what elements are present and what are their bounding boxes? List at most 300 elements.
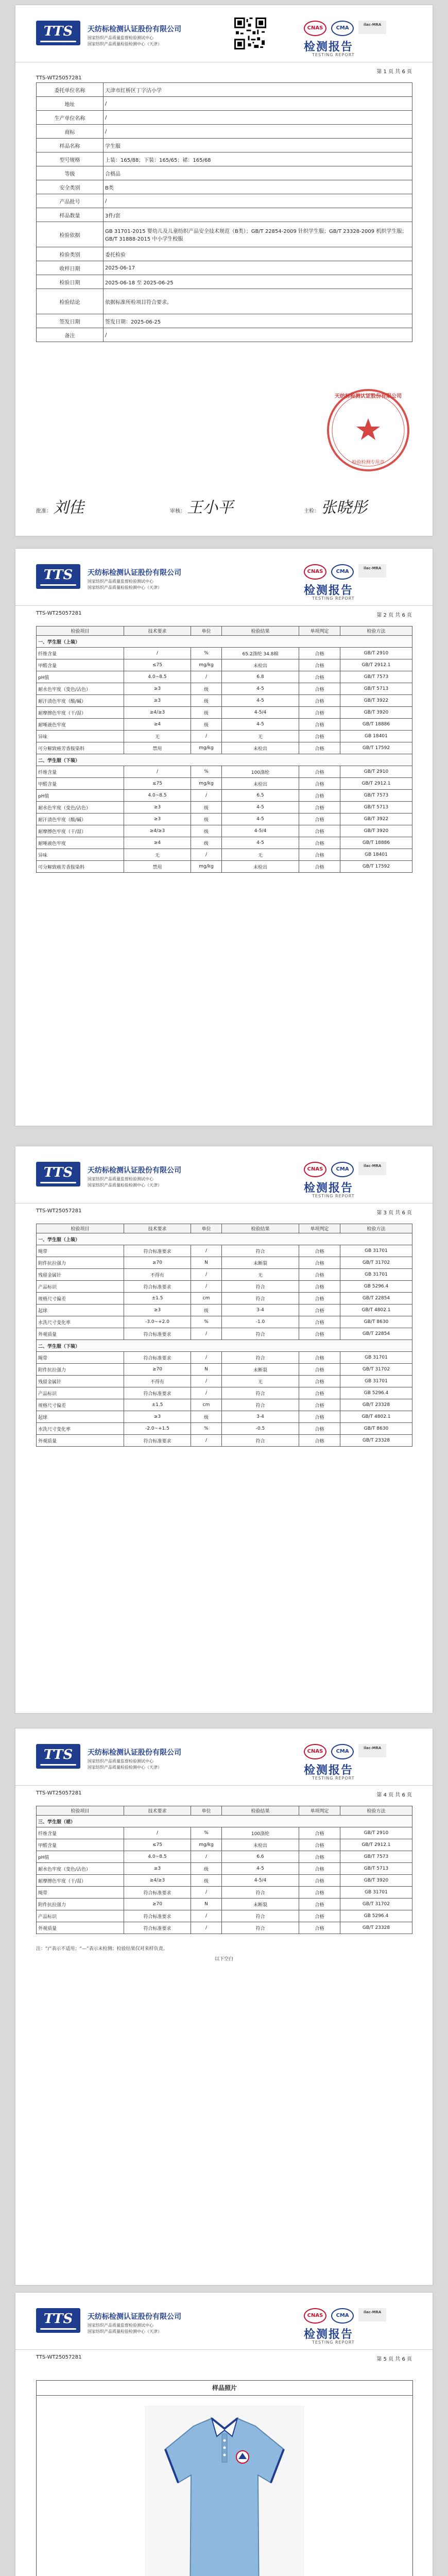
table-cell: 4-5 — [222, 837, 299, 849]
table-cell: 合格 — [299, 837, 340, 849]
table-cell: ≤75 — [124, 1839, 191, 1851]
table-cell: / — [191, 1887, 222, 1899]
section-header-row — [37, 1340, 412, 1352]
table-cell: 符合标准要求 — [124, 1281, 191, 1293]
table-cell: 合格 — [299, 814, 340, 825]
seal-subtext: 检验检测专用章 — [352, 460, 385, 465]
table-cell: 3-4 — [222, 1304, 299, 1316]
page-header — [15, 5, 433, 62]
table-cell: 附件抗拉强力 — [37, 1899, 124, 1910]
company-sub-1: 国家纺织产品质量监督检验测试中心 — [88, 1177, 153, 1181]
summary-key: 地址 — [37, 97, 104, 111]
summary-value: 3件/套 — [104, 208, 412, 222]
ilac-mark-icon: ilac-MRA — [358, 21, 386, 34]
accreditation-marks — [304, 1162, 388, 1177]
table-cell: ≥3 — [124, 802, 191, 814]
company-name: 天纺标检测认证股份有限公司 — [88, 2313, 181, 2321]
table-cell: 耐汗渍色牢度（酸/碱） — [37, 695, 124, 707]
table-row — [37, 1399, 412, 1411]
table-cell: 合格 — [299, 1875, 340, 1887]
table-cell: / — [191, 671, 222, 683]
sample-photo-frame — [36, 2395, 413, 2576]
table-cell: 合格 — [299, 1839, 340, 1851]
table-cell: % — [191, 766, 222, 778]
table-cell: / — [191, 1281, 222, 1293]
table-cell: 级 — [191, 683, 222, 695]
table-note: 注：“/”表示不适用；“—”表示未检测；检验结果仅对来样负责。 — [36, 1946, 168, 1952]
table-cell: ≤75 — [124, 778, 191, 790]
table-cell: ≥4 — [124, 837, 191, 849]
table-cell: ±1.5 — [124, 1399, 191, 1411]
table-cell: 级 — [191, 719, 222, 731]
table-cell: 合格 — [299, 731, 340, 742]
table-cell: 符合 — [222, 1910, 299, 1922]
table-cell: ≥3 — [124, 695, 191, 707]
summary-row — [37, 314, 412, 328]
table-cell: GB 5296.4 — [340, 1281, 412, 1293]
table-cell: / — [191, 1376, 222, 1387]
table-cell: / — [191, 790, 222, 802]
summary-key: 检验日期 — [37, 275, 104, 289]
section-title: 三、学生服（裙） — [37, 1816, 412, 1827]
summary-key: 备注 — [37, 328, 104, 342]
page-number: 第 1 页 共 6 页 — [376, 69, 412, 75]
table-cell: 符合标准要求 — [124, 1352, 191, 1364]
table-cell: GB 31701 — [340, 1245, 412, 1257]
table-cell: GB/T 3920 — [340, 825, 412, 837]
report-page-5 — [15, 2293, 433, 2576]
table-row — [37, 683, 412, 695]
table-row — [37, 742, 412, 754]
summary-row — [37, 194, 412, 208]
company-sub-2: 国家纺织产品质量检验检测中心（天津） — [88, 2329, 162, 2334]
summary-key: 安全类别 — [37, 180, 104, 194]
company-sub-1: 国家纺织产品质量监督检验测试中心 — [88, 579, 153, 584]
table-row — [37, 1316, 412, 1328]
table-cell: 规格尺寸偏差 — [37, 1293, 124, 1304]
table-cell: 耐水色牢度（变色/沾色） — [37, 802, 124, 814]
table-cell: GB/T 2912.1 — [340, 778, 412, 790]
column-header: 检验结果 — [222, 1806, 299, 1816]
table-cell: 100涤纶 — [222, 766, 299, 778]
table-cell: mg/kg — [191, 659, 222, 671]
table-cell: 合格 — [299, 1827, 340, 1839]
table-cell: 4.0~8.5 — [124, 790, 191, 802]
table-cell: / — [191, 731, 222, 742]
table-cell: ≥70 — [124, 1257, 191, 1269]
reviewer-signature: 审核： 王小平 — [170, 499, 234, 517]
table-row — [37, 1910, 412, 1922]
company-sub-2: 国家纺织产品质量检验检测中心（天津） — [88, 585, 162, 590]
column-header: 检验方法 — [340, 626, 412, 636]
qr-code-icon[interactable] — [234, 18, 266, 49]
table-cell: 合格 — [299, 683, 340, 695]
table-cell: 合格 — [299, 825, 340, 837]
table-row — [37, 825, 412, 837]
report-summary-table — [36, 82, 412, 342]
table-cell: 4-5 — [222, 814, 299, 825]
tts-logo: TTS — [36, 1162, 80, 1187]
table-cell: 异味 — [37, 731, 124, 742]
table-cell: 符合 — [222, 1922, 299, 1934]
table-cell: / — [124, 648, 191, 659]
section-header-row — [37, 1233, 412, 1245]
polo-shirt-photo — [145, 2405, 304, 2576]
summary-key: 收样日期 — [37, 261, 104, 275]
summary-row — [37, 97, 412, 111]
table-cell: 起球 — [37, 1304, 124, 1316]
table-cell: 级 — [191, 825, 222, 837]
table-cell: GB/T 17592 — [340, 861, 412, 873]
summary-row — [37, 111, 412, 125]
table-cell: 产品标识 — [37, 1910, 124, 1922]
table-cell: 合格 — [299, 695, 340, 707]
table-cell: 合格 — [299, 671, 340, 683]
report-number: TTS-WT25057281 — [36, 2354, 82, 2360]
table-row — [37, 861, 412, 873]
table-row — [37, 1364, 412, 1376]
table-cell: 6.5 — [222, 790, 299, 802]
company-name: 天纺标检测认证股份有限公司 — [88, 569, 181, 577]
table-cell: GB/T 8630 — [340, 1423, 412, 1435]
column-header: 单位 — [191, 1806, 222, 1816]
table-cell: 绳带 — [37, 1245, 124, 1257]
table-cell: 未检出 — [222, 742, 299, 754]
table-cell: 耐水色牢度（变色/沾色） — [37, 683, 124, 695]
table-cell: 合格 — [299, 1364, 340, 1376]
table-cell: GB/T 23328 — [340, 1399, 412, 1411]
column-header: 单项判定 — [299, 1224, 340, 1233]
test-results-table — [36, 1806, 412, 1934]
table-cell: ±1.5 — [124, 1293, 191, 1304]
table-row — [37, 1387, 412, 1399]
report-page-2 — [15, 549, 433, 1126]
table-cell: 合格 — [299, 1352, 340, 1364]
table-cell: 甲醛含量 — [37, 659, 124, 671]
report-page-1 — [15, 5, 433, 536]
table-cell: 不得有 — [124, 1376, 191, 1387]
table-cell: 符合标准要求 — [124, 1328, 191, 1340]
table-cell: 纤维含量 — [37, 766, 124, 778]
table-cell: ≥3 — [124, 1411, 191, 1423]
summary-value: 上装：165/88；下装：165/65；裙：165/68 — [104, 152, 412, 166]
table-cell: 未断裂 — [222, 1364, 299, 1376]
table-cell: 甲醛含量 — [37, 778, 124, 790]
table-cell: 符合 — [222, 1887, 299, 1899]
table-row — [37, 1376, 412, 1387]
summary-row — [37, 275, 412, 289]
table-cell: GB/T 17592 — [340, 742, 412, 754]
table-cell: GB/T 2910 — [340, 766, 412, 778]
cnas-mark-icon: CNAS — [304, 21, 326, 36]
table-cell: % — [191, 1827, 222, 1839]
table-cell: / — [191, 1328, 222, 1340]
table-row — [37, 648, 412, 659]
table-cell: % — [191, 1423, 222, 1435]
table-cell: 耐水色牢度（变色/沾色） — [37, 1863, 124, 1875]
table-cell: 合格 — [299, 1316, 340, 1328]
table-cell: ≥70 — [124, 1364, 191, 1376]
table-cell: pH值 — [37, 671, 124, 683]
page-header — [15, 2293, 433, 2350]
table-cell: GB 18401 — [340, 731, 412, 742]
summary-key: 委托单位名称 — [37, 83, 104, 97]
table-row — [37, 1257, 412, 1269]
table-cell: 耐摩擦色牢度（干/湿） — [37, 707, 124, 719]
report-title: 检测报告 — [304, 41, 354, 54]
summary-value: / — [104, 328, 412, 342]
table-cell: pH值 — [37, 790, 124, 802]
column-header: 检验方法 — [340, 1224, 412, 1233]
section-title: 二、学生服（下装） — [37, 754, 412, 766]
table-cell: GB/T 31702 — [340, 1899, 412, 1910]
ilac-mark-icon: ilac-MRA — [358, 2308, 386, 2321]
column-header: 检验项目 — [37, 1224, 124, 1233]
page-number: 第 5 页 共 6 页 — [376, 2357, 412, 2362]
table-cell: 水洗尺寸变化率 — [37, 1316, 124, 1328]
table-cell: GB/T 5713 — [340, 683, 412, 695]
table-cell: GB/T 2910 — [340, 648, 412, 659]
table-cell: ≥4 — [124, 719, 191, 731]
column-header: 检验项目 — [37, 1806, 124, 1816]
table-cell: GB/T 18886 — [340, 719, 412, 731]
table-cell: 规格尺寸偏差 — [37, 1399, 124, 1411]
table-cell: 4.0~8.5 — [124, 1851, 191, 1863]
table-cell: 未断裂 — [222, 1257, 299, 1269]
blank-below-note: 以下空白 — [214, 1957, 233, 1962]
table-cell: 附件抗拉强力 — [37, 1364, 124, 1376]
table-cell: 甲醛含量 — [37, 1839, 124, 1851]
table-cell: N — [191, 1899, 222, 1910]
table-cell: 合格 — [299, 1293, 340, 1304]
table-cell: 异味 — [37, 849, 124, 861]
table-row — [37, 1863, 412, 1875]
table-row — [37, 790, 412, 802]
table-cell: 合格 — [299, 1899, 340, 1910]
column-header: 检验结果 — [222, 626, 299, 636]
report-subtitle: TESTING REPORT — [312, 53, 355, 57]
table-cell: 级 — [191, 1304, 222, 1316]
table-row — [37, 1423, 412, 1435]
summary-value: / — [104, 125, 412, 139]
table-row — [37, 1245, 412, 1257]
table-cell: / — [191, 1352, 222, 1364]
column-header: 技术要求 — [124, 1224, 191, 1233]
summary-key: 型号规格 — [37, 152, 104, 166]
table-cell: 无 — [222, 731, 299, 742]
table-cell: ≥3 — [124, 1304, 191, 1316]
table-row — [37, 707, 412, 719]
tts-logo: TTS — [36, 1744, 80, 1769]
summary-value: 签发日期：2025-06-25 — [104, 314, 412, 328]
table-cell: 符合 — [222, 1293, 299, 1304]
table-cell: 级 — [191, 1875, 222, 1887]
table-cell: 符合 — [222, 1399, 299, 1411]
table-cell: 符合 — [222, 1387, 299, 1399]
table-cell: 6.6 — [222, 1851, 299, 1863]
table-cell: 4-5/4 — [222, 825, 299, 837]
table-cell: mg/kg — [191, 742, 222, 754]
table-cell: 级 — [191, 837, 222, 849]
table-cell: 可分解致癌芳香胺染料 — [37, 861, 124, 873]
table-cell: 合格 — [299, 1922, 340, 1934]
summary-value: 学生服 — [104, 139, 412, 152]
table-cell: 符合标准要求 — [124, 1910, 191, 1922]
table-row — [37, 837, 412, 849]
table-row — [37, 814, 412, 825]
summary-value: 依据标准所检项目符合要求。 — [104, 289, 412, 314]
page-header — [15, 1728, 433, 1786]
cma-mark-icon: CMA — [331, 21, 354, 36]
table-cell: 无 — [222, 1269, 299, 1281]
table-row — [37, 1839, 412, 1851]
company-sub-2: 国家纺织产品质量检验检测中心（天津） — [88, 1765, 162, 1770]
table-cell: 合格 — [299, 790, 340, 802]
summary-key: 产品批号 — [37, 194, 104, 208]
approver-signature: 批准： 刘佳 — [36, 499, 84, 517]
report-subtitle: TESTING REPORT — [312, 596, 355, 601]
company-name: 天纺标检测认证股份有限公司 — [88, 1166, 181, 1175]
table-cell: mg/kg — [191, 1839, 222, 1851]
cnas-mark-icon: CNAS — [304, 564, 326, 580]
summary-row — [37, 222, 412, 247]
table-cell: N — [191, 1364, 222, 1376]
summary-row — [37, 152, 412, 166]
report-number: TTS-WT25057281 — [36, 75, 82, 81]
table-cell: GB/T 7573 — [340, 1851, 412, 1863]
table-cell: 级 — [191, 695, 222, 707]
table-cell: GB/T 7573 — [340, 790, 412, 802]
company-sub-1: 国家纺织产品质量监督检验测试中心 — [88, 36, 153, 40]
table-cell: 产品标识 — [37, 1387, 124, 1399]
table-cell: 符合 — [222, 1435, 299, 1447]
tts-logo: TTS — [36, 21, 80, 45]
company-sub-1: 国家纺织产品质量监督检验测试中心 — [88, 1759, 153, 1764]
table-cell: 合格 — [299, 849, 340, 861]
table-row — [37, 1304, 412, 1316]
table-cell: GB/T 2912.1 — [340, 659, 412, 671]
accreditation-marks — [304, 2308, 388, 2324]
report-subtitle: TESTING REPORT — [312, 1194, 355, 1198]
table-cell: 4-5 — [222, 683, 299, 695]
table-cell: 符合 — [222, 1352, 299, 1364]
report-title: 检测报告 — [304, 1764, 354, 1777]
table-cell: GB/T 22854 — [340, 1293, 412, 1304]
report-number: TTS-WT25057281 — [36, 1208, 82, 1214]
cnas-mark-icon: CNAS — [304, 1162, 326, 1177]
section-title: 二、学生服（下装） — [37, 1340, 412, 1352]
table-cell: GB 31701 — [340, 1269, 412, 1281]
table-cell: 合格 — [299, 742, 340, 754]
table-cell: 合格 — [299, 778, 340, 790]
table-cell: 附件抗拉强力 — [37, 1257, 124, 1269]
inspector-signature: 主检： 张晓彤 — [304, 499, 368, 517]
table-cell: / — [191, 1851, 222, 1863]
table-row — [37, 1352, 412, 1364]
report-subtitle: TESTING REPORT — [312, 2340, 355, 2345]
table-cell: / — [191, 1922, 222, 1934]
report-title: 检测报告 — [304, 584, 354, 597]
summary-value: B类 — [104, 180, 412, 194]
report-title: 检测报告 — [304, 2328, 354, 2341]
table-cell: 4-5/4 — [222, 707, 299, 719]
table-cell: 合格 — [299, 648, 340, 659]
column-header: 单位 — [191, 1224, 222, 1233]
table-cell: / — [191, 1245, 222, 1257]
summary-row — [37, 125, 412, 139]
table-cell: 未检出 — [222, 861, 299, 873]
table-cell: 4-5/4 — [222, 1875, 299, 1887]
table-cell: GB/T 2912.1 — [340, 1839, 412, 1851]
table-cell: GB/T 2910 — [340, 1827, 412, 1839]
table-cell: 符合标准要求 — [124, 1922, 191, 1934]
table-cell: 合格 — [299, 1399, 340, 1411]
test-results-table — [36, 1224, 412, 1447]
table-cell: 未检出 — [222, 1839, 299, 1851]
ilac-mark-icon: ilac-MRA — [358, 1162, 386, 1175]
table-cell: 合格 — [299, 1435, 340, 1447]
table-cell: 残留金属针 — [37, 1269, 124, 1281]
table-cell: 级 — [191, 802, 222, 814]
table-cell: 不得有 — [124, 1269, 191, 1281]
table-cell: 4-5 — [222, 719, 299, 731]
seal-text: 天纺标检测认证股份有限公司 — [335, 394, 402, 399]
table-cell: 外观质量 — [37, 1328, 124, 1340]
column-header: 检验结果 — [222, 1224, 299, 1233]
summary-value: / — [104, 194, 412, 208]
summary-key: 检验类别 — [37, 247, 104, 261]
table-cell: 禁用 — [124, 742, 191, 754]
table-cell: -1.0 — [222, 1316, 299, 1328]
accreditation-marks — [304, 21, 388, 36]
table-cell: N — [191, 1257, 222, 1269]
table-cell: GB/T 31702 — [340, 1364, 412, 1376]
summary-row — [37, 208, 412, 222]
summary-key: 商标 — [37, 125, 104, 139]
section-header-row — [37, 636, 412, 648]
summary-value: 2025-06-17 — [104, 261, 412, 275]
column-header: 单项判定 — [299, 1806, 340, 1816]
table-row — [37, 778, 412, 790]
column-header: 检验方法 — [340, 1806, 412, 1816]
table-cell: 级 — [191, 1411, 222, 1423]
table-row — [37, 1328, 412, 1340]
table-header-row — [37, 1224, 412, 1233]
table-cell: ≥3 — [124, 1863, 191, 1875]
cma-mark-icon: CMA — [331, 1744, 354, 1759]
table-cell: 绳带 — [37, 1352, 124, 1364]
table-cell: 符合标准要求 — [124, 1245, 191, 1257]
table-cell: 合格 — [299, 1328, 340, 1340]
table-cell: / — [191, 1910, 222, 1922]
table-cell: GB 31701 — [340, 1352, 412, 1364]
table-cell: GB/T 8630 — [340, 1316, 412, 1328]
cma-mark-icon: CMA — [331, 1162, 354, 1177]
ilac-mark-icon: ilac-MRA — [358, 1744, 386, 1757]
table-cell: ≥3 — [124, 683, 191, 695]
table-cell: -2.0~+1.5 — [124, 1423, 191, 1435]
table-cell: 未检出 — [222, 778, 299, 790]
table-cell: 4-5 — [222, 1863, 299, 1875]
table-cell: GB/T 3920 — [340, 1875, 412, 1887]
summary-key: 检验依据 — [37, 222, 104, 247]
table-cell: 合格 — [299, 1910, 340, 1922]
table-row — [37, 1827, 412, 1839]
table-cell: 合格 — [299, 707, 340, 719]
table-cell: 合格 — [299, 1387, 340, 1399]
cnas-mark-icon: CNAS — [304, 1744, 326, 1759]
company-sub-1: 国家纺织产品质量监督检验测试中心 — [88, 2323, 153, 2328]
